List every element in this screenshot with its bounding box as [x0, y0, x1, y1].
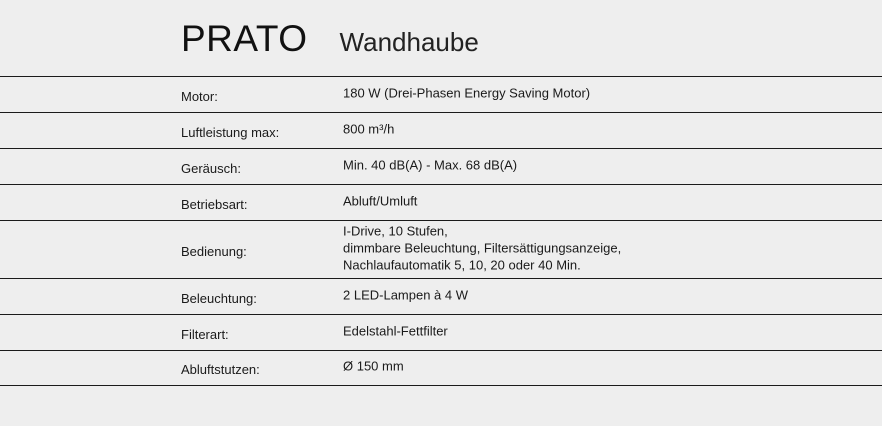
spec-value-line: 2 LED-Lampen à 4 W: [343, 287, 469, 302]
spec-value: [343, 322, 448, 339]
spec-row-beleuchtung: [0, 278, 882, 314]
spec-value-line: Min. 40 dB(A) - Max. 68 dB(A): [343, 157, 518, 172]
spec-row-bedienung: [0, 220, 882, 278]
spec-row-abluftstutzen: [0, 350, 882, 386]
spec-label: Bedienung:: [181, 243, 247, 259]
spec-value-line: I-Drive, 10 Stufen,: [343, 223, 448, 238]
spec-value-line: Nachlaufautomatik 5, 10, 20 oder 40 Min.: [343, 257, 581, 272]
spec-value: [343, 120, 394, 137]
spec-value-line: dimmbare Beleuchtung, Filtersättigungsanzeige,: [343, 240, 622, 255]
spec-label: Luftleistung max:: [181, 124, 280, 140]
spec-value: [343, 358, 404, 375]
spec-value: [343, 192, 417, 209]
spec-label: Motor:: [181, 88, 218, 104]
spec-row-filterart: [0, 314, 882, 350]
spec-value-line: Abluft/Umluft: [343, 193, 418, 208]
spec-row-luftleistung: [0, 112, 882, 148]
spec-label: Geräusch:: [181, 160, 241, 176]
spec-value-line: Edelstahl-Fettfilter: [343, 323, 448, 338]
page-header: [181, 18, 479, 58]
spec-label: Beleuchtung:: [181, 290, 257, 306]
product-type: Wandhaube: [339, 27, 479, 57]
spec-value: [343, 222, 621, 273]
spec-row-betriebsart: [0, 184, 882, 220]
spec-value: [343, 286, 468, 303]
product-name: PRATO: [181, 18, 308, 59]
spec-row-geraeusch: [0, 148, 882, 184]
spec-value-line: 180 W (Drei-Phasen Energy Saving Motor): [343, 85, 591, 100]
spec-row-motor: [0, 76, 882, 112]
spec-label: Betriebsart:: [181, 196, 248, 212]
spec-value-line: 800 m³/h: [343, 121, 395, 136]
spec-value: [343, 84, 590, 101]
spec-label: Abluftstutzen:: [181, 362, 260, 377]
spec-value: [343, 156, 517, 173]
spec-value-line: Ø 150 mm: [343, 358, 404, 374]
spec-label: Filterart:: [181, 326, 229, 342]
spec-table: [0, 76, 882, 386]
